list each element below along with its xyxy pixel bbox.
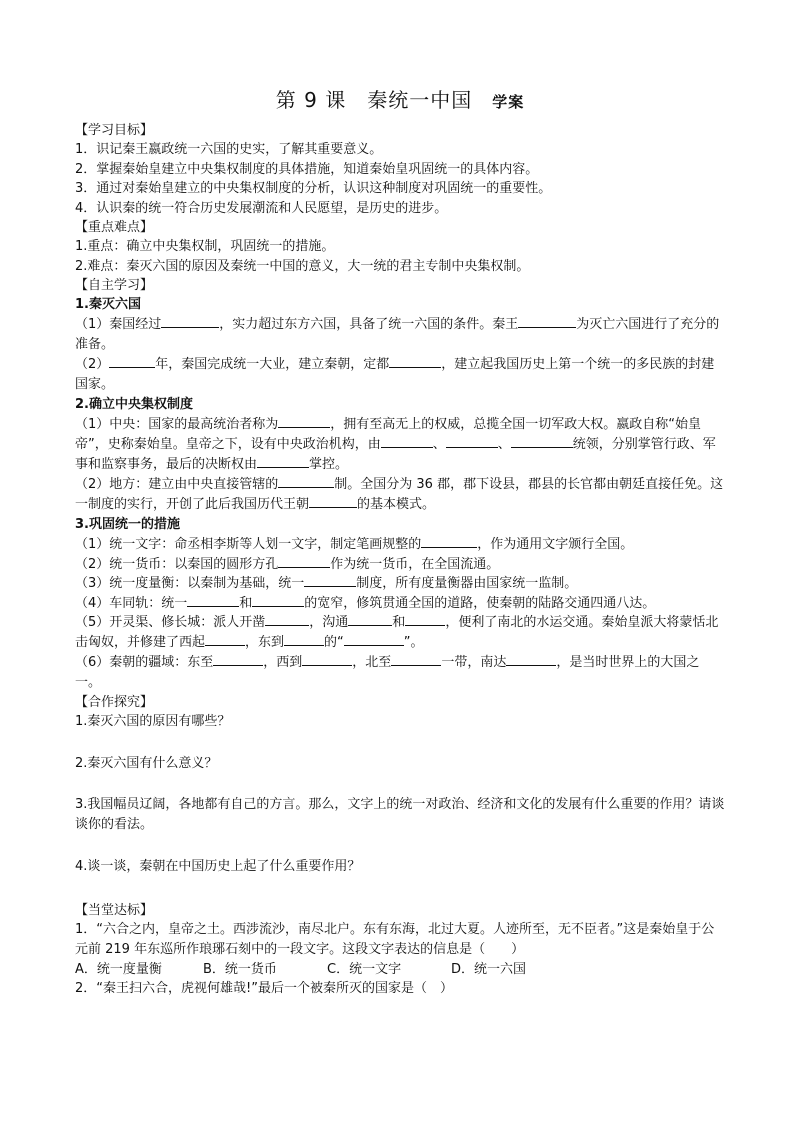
fill-blank[interactable] [304, 574, 356, 587]
part3-item-2: （2）统一货币：以秦国的圆形方孔 作为统一货币，在全国流通。 [75, 556, 500, 572]
part3-item-5: （5）开灵渠、修长城：派人开凿 ，沟通 和 ，便利了南北的水运交通。秦始皇派大将蒙恬北击匈奴，并修建了西起 ，东到 的“ ”。 [75, 615, 719, 650]
answer-space[interactable] [75, 773, 725, 795]
fill-blank[interactable] [381, 435, 433, 448]
page-title [75, 84, 725, 113]
fill-blank[interactable] [278, 475, 334, 488]
lesson-subtitle: 学案 [492, 93, 525, 111]
fill-blank[interactable] [257, 455, 309, 468]
answer-space[interactable] [75, 732, 725, 754]
part2-title: 2.确立中央集权制度 [75, 397, 193, 412]
goal-item: 1．识记秦王嬴政统一六国的史实，了解其重要意义。 [75, 142, 383, 157]
fill-blank[interactable] [405, 613, 445, 626]
answer-space[interactable] [75, 835, 725, 857]
worksheet-page [75, 84, 725, 999]
question-2: 2.秦灭六国有什么意义？ [75, 755, 218, 771]
answer-space[interactable] [75, 877, 725, 901]
fill-blank[interactable] [278, 415, 330, 428]
option-a[interactable]: A．统一度量衡 [75, 961, 162, 977]
part3-item-6: （6）秦朝的疆域：东至 ，西到 ，北至 一带，南达 ，是当时世界上的大国之一。 [75, 655, 700, 690]
part1-paragraph-1: （1）秦国经过 ，实力超过东方六国，具备了统一六国的条件。秦王 为灭亡六国进行了充分的准备。 [75, 317, 720, 352]
fill-blank[interactable] [309, 495, 357, 508]
fill-blank[interactable] [302, 653, 352, 666]
option-d[interactable]: D．统一六国 [451, 961, 527, 977]
part3-title: 3.巩固统一的措施 [75, 517, 180, 532]
part3-item-1: （1）统一文字：命丞相李斯等人划一文字，制定笔画规整的 ，作为通用文字颁行全国。 [75, 537, 634, 552]
question-3: 3.我国幅员辽阔，各地都有自己的方言。那么，文字上的统一对政治、经济和文化的发展有什么重要的作用？请谈谈你的看法。 [75, 797, 725, 832]
option-c[interactable]: C．统一文字 [327, 961, 402, 977]
part2-paragraph-1: （1）中央：国家的最高统治者称为 ，拥有至高无上的权威，总揽全国一切军政大权。嬴政自称“始皇帝”，史称秦始皇。皇帝之下，设有中央政治机构，由 、 、 统领，分别掌管行政、军事和监察事务，最后的决断权由 掌控。 [75, 417, 716, 472]
part1-paragraph-2: （2） 年，秦国完成统一大业，建立秦朝，定都 ，建立起我国历史上第一个统一的多民族的封建国家。 [75, 357, 715, 392]
fill-blank[interactable] [213, 653, 263, 666]
goal-item: 4．认识秦的统一符合历史发展潮流和人民愿望，是历史的进步。 [75, 200, 448, 216]
fill-blank[interactable] [391, 653, 441, 666]
fill-blank[interactable] [421, 535, 477, 548]
fill-blank[interactable] [284, 633, 324, 646]
goal-item: 2．掌握秦始皇建立中央集权制度的具体措施，知道秦始皇巩固统一的具体内容。 [75, 161, 539, 177]
fill-blank[interactable] [278, 555, 330, 568]
part1-title: 1.秦灭六国 [75, 297, 141, 312]
option-b[interactable]: B．统一货币 [203, 961, 277, 977]
fill-blank[interactable] [518, 315, 576, 328]
test-question-1-options [75, 960, 725, 980]
test-question-1: 1．“六合之内，皇帝之土。西涉流沙，南尽北户。东有东海，北过大夏。人迹所至，无不臣者。”这是秦始皇于公元前 219 年东巡所作琅琊石刻中的一段文字。这段文字表达的信息是（ ） [75, 921, 715, 957]
fill-blank[interactable] [109, 355, 155, 368]
fill-blank[interactable] [511, 435, 573, 448]
part3-item-3: （3）统一度量衡：以秦制为基础，统一 制度，所有度量衡器由国家统一监制。 [75, 576, 578, 591]
fill-blank[interactable] [506, 653, 556, 666]
fill-blank[interactable] [389, 355, 441, 368]
goal-item: 3．通过对秦始皇建立的中央集权制度的分析，认识这种制度对巩固统一的重要性。 [75, 181, 552, 196]
key-point-item: 1.重点：确立中央集权制，巩固统一的措施。 [75, 239, 335, 254]
test-question-2: 2．“秦王扫六合，虎视何雄哉!”最后一个被秦所灭的国家是（ ） [75, 981, 453, 996]
fill-blank[interactable] [265, 613, 309, 626]
fill-blank[interactable] [344, 633, 404, 646]
fill-blank[interactable] [187, 594, 239, 607]
key-point-item: 2.难点：秦灭六国的原因及秦统一中国的意义，大一统的君主专制中央集权制。 [75, 258, 530, 274]
fill-blank[interactable] [446, 435, 498, 448]
question-1: 1.秦灭六国的原因有哪些？ [75, 714, 231, 729]
fill-blank[interactable] [252, 594, 304, 607]
key-points-heading: 【重点难点】 [75, 220, 154, 235]
lesson-title: 第 9 课 秦统一中国 [275, 88, 473, 112]
fill-blank[interactable] [161, 315, 219, 328]
part2-paragraph-2: （2）地方：建立由中央直接管辖的 制。全国分为 36 郡，郡下设县，郡县的长官都由朝廷直接任免。这一制度的实行，开创了此后我国历代王朝 的基本模式。 [75, 477, 724, 512]
self-study-heading: 【自主学习】 [75, 278, 154, 293]
goals-heading: 【学习目标】 [75, 123, 154, 138]
cooperation-heading: 【合作探究】 [75, 695, 154, 710]
test-heading: 【当堂达标】 [75, 902, 154, 918]
fill-blank[interactable] [205, 633, 245, 646]
part3-item-4: （4）车同轨：统一 和 的宽窄，修筑贯通全国的道路，使秦朝的陆路交通四通八达。 [75, 595, 656, 611]
fill-blank[interactable] [348, 613, 392, 626]
question-4: 4.谈一谈，秦朝在中国历史上起了什么重要作用？ [75, 859, 361, 874]
